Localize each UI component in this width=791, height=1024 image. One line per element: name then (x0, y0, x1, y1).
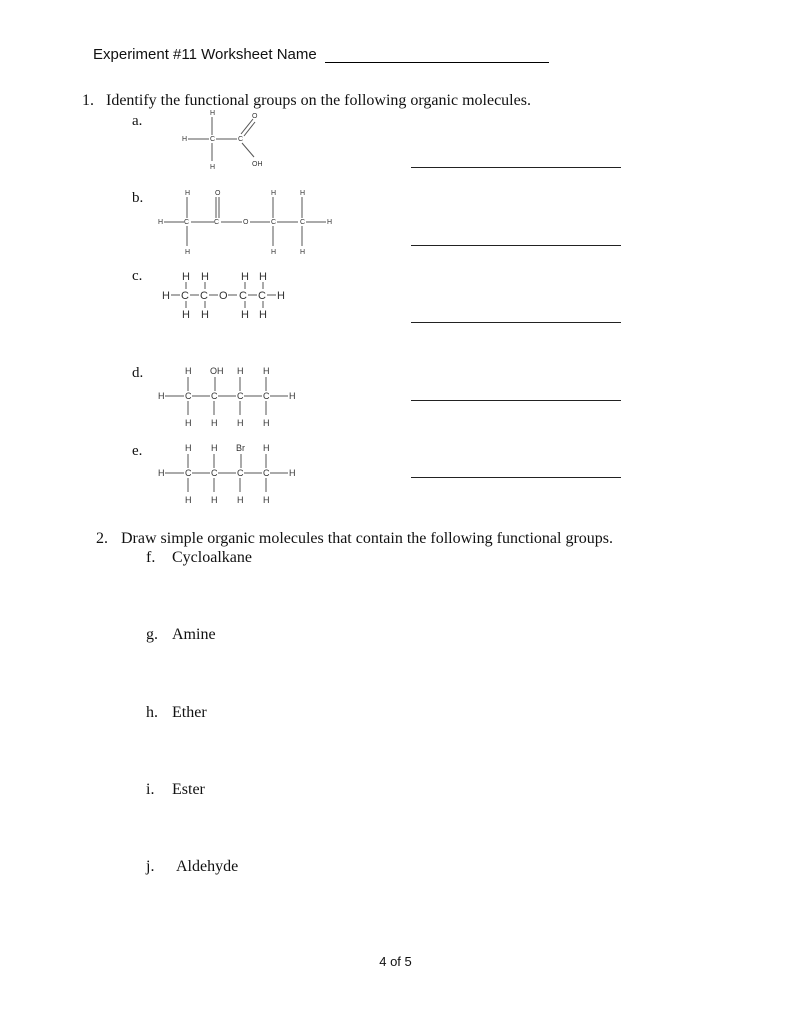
atom-o: O (252, 113, 258, 120)
atom-o: O (215, 190, 221, 197)
atom-h: H (263, 418, 270, 428)
atom-h: H (182, 309, 190, 321)
atom-c: C (271, 219, 277, 226)
atom-h: H (162, 290, 170, 302)
draw-item-label: Ester (172, 781, 205, 798)
atom-br: Br (236, 443, 245, 453)
question-1-text: Identify the functional groups on the following organic molecules. (106, 92, 531, 109)
item-d-label: d. (132, 365, 144, 381)
question-2-heading (96, 530, 613, 548)
atom-h: H (259, 271, 267, 283)
molecule-d (152, 362, 312, 437)
answer-line-d[interactable] (411, 400, 621, 401)
atom-h: H (263, 366, 270, 376)
question-2-text: Draw simple organic molecules that contain the following functional groups. (121, 530, 614, 547)
atom-c: C (263, 391, 270, 401)
draw-item-j (146, 858, 238, 876)
atom-h: H (300, 249, 306, 256)
atom-c: C (214, 219, 220, 226)
header-title: Experiment #11 Worksheet Name (93, 46, 317, 63)
atom-h: H (201, 309, 209, 321)
atom-c: C (181, 290, 189, 302)
atom-c: C (238, 136, 244, 143)
atom-h: H (185, 495, 192, 505)
draw-item-letter: f. (146, 549, 156, 566)
atom-o: O (219, 290, 228, 302)
atom-c: C (200, 290, 208, 302)
atom-h: H (271, 190, 277, 197)
draw-item-letter: h. (146, 704, 158, 721)
atom-h: H (185, 418, 192, 428)
atom-c: C (185, 468, 192, 478)
atom-h: H (271, 249, 277, 256)
atom-c: C (210, 136, 216, 143)
item-c-label: c. (132, 268, 143, 284)
atom-h: H (300, 190, 306, 197)
answer-line-b[interactable] (411, 245, 621, 246)
page-number: 4 of 5 (379, 954, 412, 969)
atom-c: C (211, 468, 218, 478)
answer-line-a[interactable] (411, 167, 621, 168)
atom-h: H (185, 443, 192, 453)
molecule-a (170, 104, 280, 179)
atom-oh: OH (252, 161, 263, 168)
atom-h: H (210, 110, 216, 117)
draw-item-f (146, 549, 252, 567)
atom-c: C (239, 290, 247, 302)
atom-h: H (211, 443, 218, 453)
atom-h: H (277, 290, 285, 302)
atom-h: H (185, 249, 191, 256)
atom-h: H (327, 219, 333, 226)
atom-h: H (259, 309, 267, 321)
atom-c: C (184, 219, 190, 226)
draw-item-label: Ether (172, 704, 207, 721)
atom-c: C (185, 391, 192, 401)
atom-h: H (158, 391, 165, 401)
worksheet-header (93, 46, 549, 63)
atom-c: C (237, 468, 244, 478)
item-a-label: a. (132, 113, 143, 129)
draw-item-label: Aldehyde (176, 858, 239, 875)
draw-item-letter: g. (146, 626, 158, 643)
atom-oh: OH (210, 366, 224, 376)
atom-h: H (237, 366, 244, 376)
atom-h: H (185, 190, 191, 197)
atom-h: H (182, 136, 188, 143)
atom-h: H (182, 271, 190, 283)
atom-h: H (263, 443, 270, 453)
question-2-number: 2. (96, 530, 108, 547)
atom-h: H (211, 418, 218, 428)
atom-h: H (289, 468, 296, 478)
atom-c: C (300, 219, 306, 226)
atom-h: H (211, 495, 218, 505)
molecule-b (150, 184, 350, 264)
question-1-number: 1. (82, 92, 94, 109)
molecule-e (152, 439, 312, 514)
molecule-c (158, 268, 298, 329)
atom-h: H (237, 495, 244, 505)
draw-item-i (146, 781, 205, 799)
atom-h: H (241, 271, 249, 283)
atom-h: H (263, 495, 270, 505)
atom-h: H (289, 391, 296, 401)
atom-c: C (258, 290, 266, 302)
question-1-heading (82, 92, 531, 110)
atom-h: H (158, 468, 165, 478)
atom-h: H (185, 366, 192, 376)
name-field-line[interactable] (325, 48, 549, 63)
draw-item-label: Cycloalkane (172, 549, 252, 566)
answer-line-e[interactable] (411, 477, 621, 478)
atom-h: H (210, 164, 216, 171)
atom-h: H (237, 418, 244, 428)
answer-line-c[interactable] (411, 322, 621, 323)
draw-item-h (146, 704, 207, 722)
item-e-label: e. (132, 443, 143, 459)
atom-h: H (201, 271, 209, 283)
atom-h: H (241, 309, 249, 321)
atom-h: H (158, 219, 164, 226)
atom-o: O (243, 219, 249, 226)
draw-item-label: Amine (172, 626, 216, 643)
atom-c: C (211, 391, 218, 401)
item-b-label: b. (132, 190, 144, 206)
draw-item-letter: i. (146, 781, 155, 798)
draw-item-g (146, 626, 216, 644)
draw-item-letter: j. (146, 858, 155, 875)
atom-c: C (263, 468, 270, 478)
atom-c: C (237, 391, 244, 401)
